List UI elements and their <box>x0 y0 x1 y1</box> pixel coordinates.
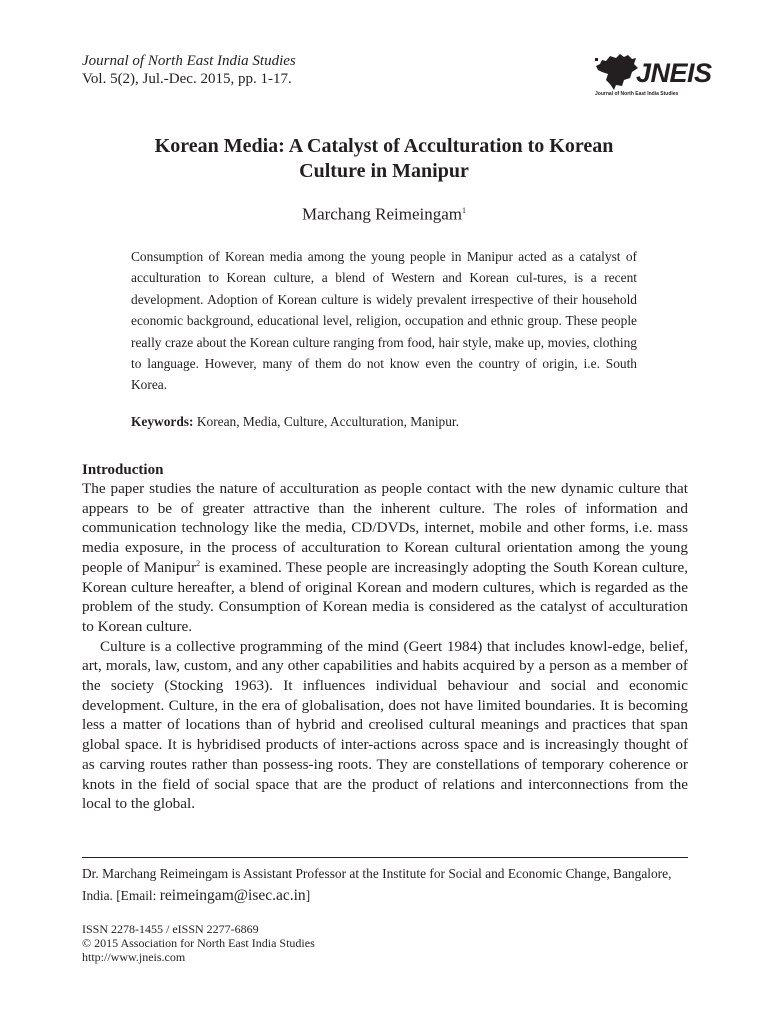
paragraph-1-text-b: is examined. These people are increasingly adopting the South Korean culture, Korean culture hereafter, a blend of original Korean and modern cultures, which is regarded as the problem of the study. Consumption of Korean media is considered as the catalyst of acculturation to Korean culture. <box>82 558 688 635</box>
keywords-label: Keywords: <box>131 414 194 429</box>
keywords <box>131 412 637 432</box>
author-text: Marchang Reimeingam <box>301 204 463 224</box>
jneis-logo <box>594 52 712 104</box>
logo-subtitle: Journal of North East India Studies <box>595 91 679 97</box>
title-line-2: Culture in Manipur <box>299 160 469 182</box>
abstract: Consumption of Korean media among the young people in Manipur acted as a catalyst of acculturation to Korean culture, a blend of Western and Korean cul-tures, is a recent development. Adoption of Korean culture is widely prevalent irrespective of their household economic background, educational level, religion, occupation and ethnic group. These people really craze about the Korean culture ranging from food, hair style, make up, movies, clothing to language. However, many of them do not know even the country of origin, i.e. South Korea. <box>131 249 637 393</box>
footnote-close: ] <box>305 888 311 903</box>
copyright-line: © 2015 Association for North East India Studies <box>82 936 315 950</box>
author-footnote <box>82 863 688 907</box>
journal-url: http://www.jneis.com <box>82 950 186 964</box>
section-heading-introduction: Introduction <box>82 462 164 478</box>
introduction-body <box>82 479 688 814</box>
author-name <box>84 200 684 226</box>
northeast-map-icon <box>594 52 642 92</box>
footnote-marker-2: 2 <box>196 558 201 568</box>
author-note-marker: 1 <box>462 206 467 215</box>
journal-name: Journal of North East India Studies <box>82 53 296 69</box>
paragraph-2: Culture is a collective programming of the mind (Geert 1984) that includes knowl-edge, belief, art, morals, law, custom, and any other capabilities and habits acquired by a person as a member of the society (Stocking 1963). It influences individual behaviour and social and economic development. Culture, in the era of globalisation, does not have limited boundaries. It is becoming less a matter of locations than of hybrid and creolised cultural meanings and practices that span global space. It is hybridised products of inter-actions across space and is increasingly thought of as carving routes rather than possess-ing roots. They are constellations of temporary coherence or knots in the field of social space that are the product of relations and interconnections from the local to the global. <box>82 637 688 813</box>
author-email: reimeingam@isec.ac.in <box>159 887 306 904</box>
title-line-1: Korean Media: A Catalyst of Acculturation to Korean <box>154 135 614 157</box>
paragraph-1-text-a: The paper studies the nature of acculturation as people contact with the new dynamic culture that appears to be of greater attractive than the inherent culture. The roles of information and communication technology like the media, CD/DVDs, internet, mobile and other forms, i.e. mass media exposure, in the process of acculturation to Korean cultural orientation among the young people of Manipur <box>82 480 688 576</box>
footnote-text: Dr. Marchang Reimeingam is Assistant Professor at the Institute for Social and Economic Change, Bangalore, India. [Email: <box>82 866 672 903</box>
logo-wordmark: JNEIS <box>636 58 712 88</box>
footnote-divider <box>82 857 688 858</box>
keywords-list: Korean, Media, Culture, Acculturation, Manipur. <box>193 414 460 429</box>
imprint <box>82 922 315 964</box>
article-title <box>84 134 684 184</box>
paragraph-1 <box>82 479 688 637</box>
journal-volume: Vol. 5(2), Jul.-Dec. 2015, pp. 1-17. <box>82 71 292 87</box>
issn-line: ISSN 2278-1455 / eISSN 2277-6869 <box>82 922 259 936</box>
